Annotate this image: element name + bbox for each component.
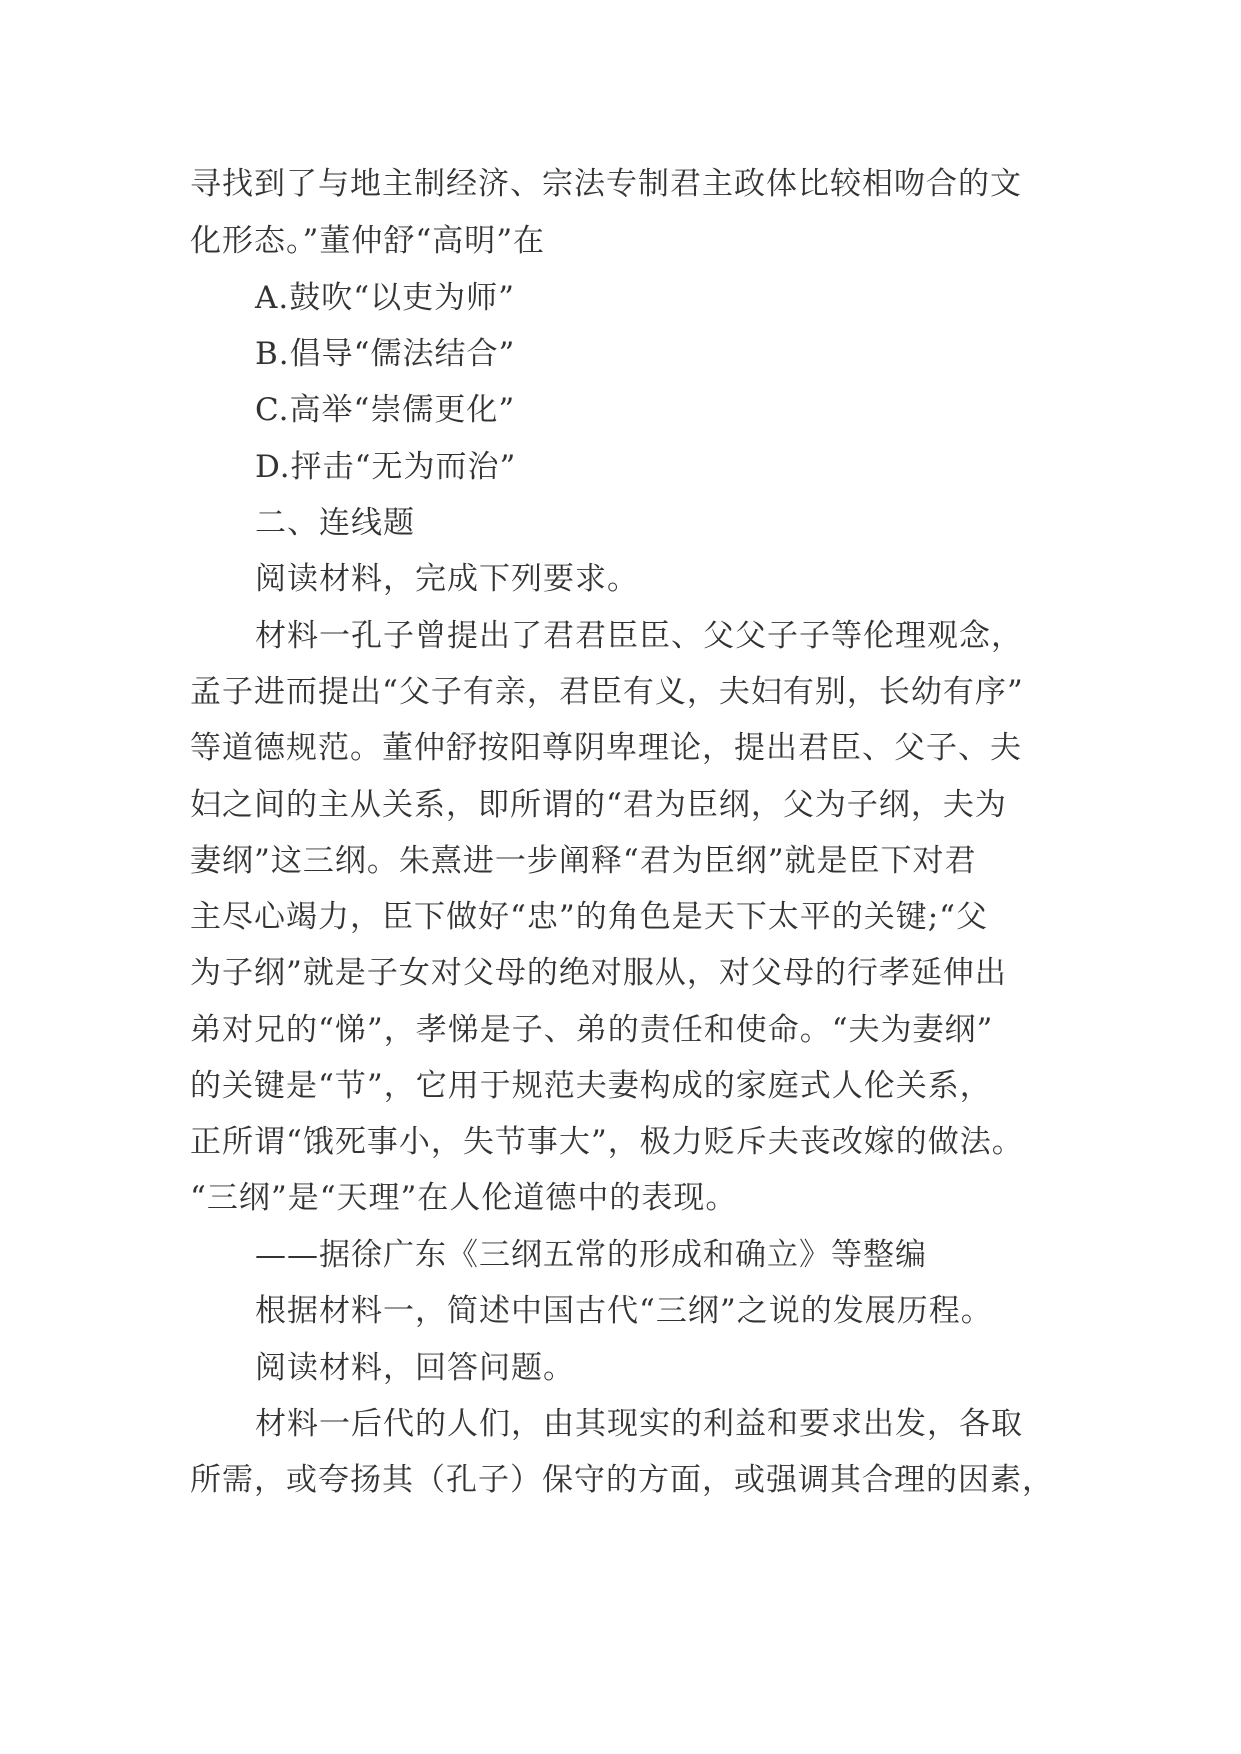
material-paragraph-line: 的关键是“节”，它用于规范夫妻构成的家庭式人伦关系， bbox=[190, 1068, 992, 1104]
text-line: 化形态。”董仲舒“高明”在 bbox=[190, 223, 546, 259]
material-paragraph-line: 为子纲”就是子女对父母的绝对服从，对父母的行孝延伸出 bbox=[190, 955, 1007, 991]
material-paragraph-line: 材料一后代的人们，由其现实的利益和要求出发，各取 bbox=[255, 1406, 1023, 1442]
material-paragraph-line: 孟子进而提出“父子有亲，君臣有义，夫妇有别，长幼有序” bbox=[190, 674, 1024, 710]
material-paragraph-line: 所需，或夸扬其（孔子）保守的方面，或强调其合理的因素， bbox=[190, 1462, 1054, 1498]
source-citation: ——据徐广东《三纲五常的形成和确立》等整编 bbox=[255, 1237, 927, 1273]
material-paragraph-line: 弟对兄的“悌”，孝悌是子、弟的责任和使命。“夫为妻纲” bbox=[190, 1012, 994, 1048]
option-c: C.高举“崇儒更化” bbox=[255, 392, 516, 428]
section-heading: 二、连线题 bbox=[255, 505, 415, 541]
material-paragraph-line: 正所谓“饿死事小，失节事大”，极力贬斥夫丧改嫁的做法。 bbox=[190, 1124, 1024, 1160]
option-b: B.倡导“儒法结合” bbox=[255, 336, 516, 372]
material-paragraph-line: 妇之间的主从关系，即所谓的“君为臣纲，父为子纲，夫为 bbox=[190, 787, 1007, 823]
question-text: 根据材料一，简述中国古代“三纲”之说的发展历程。 bbox=[255, 1293, 993, 1329]
option-d: D.抨击“无为而治” bbox=[255, 449, 517, 485]
material-paragraph-line: 材料一孔子曾提出了君君臣臣、父父子子等伦理观念， bbox=[255, 618, 1023, 654]
instruction-text: 阅读材料，回答问题。 bbox=[255, 1350, 575, 1386]
material-paragraph-line: “三纲”是“天理”在人伦道德中的表现。 bbox=[190, 1180, 738, 1216]
text-line: 寻找到了与地主制经济、宗法专制君主政体比较相吻合的文 bbox=[190, 166, 1022, 202]
instruction-text: 阅读材料，完成下列要求。 bbox=[255, 561, 639, 597]
material-paragraph-line: 妻纲”这三纲。朱熹进一步阐释“君为臣纲”就是臣下对君 bbox=[190, 843, 977, 879]
material-paragraph-line: 主尽心竭力，臣下做好“忠”的角色是天下太平的关键;“父 bbox=[190, 899, 988, 935]
material-paragraph-line: 等道德规范。董仲舒按阳尊阴卑理论，提出君臣、父子、夫 bbox=[190, 730, 1022, 766]
option-a: A.鼓吹“以吏为师” bbox=[255, 280, 515, 316]
